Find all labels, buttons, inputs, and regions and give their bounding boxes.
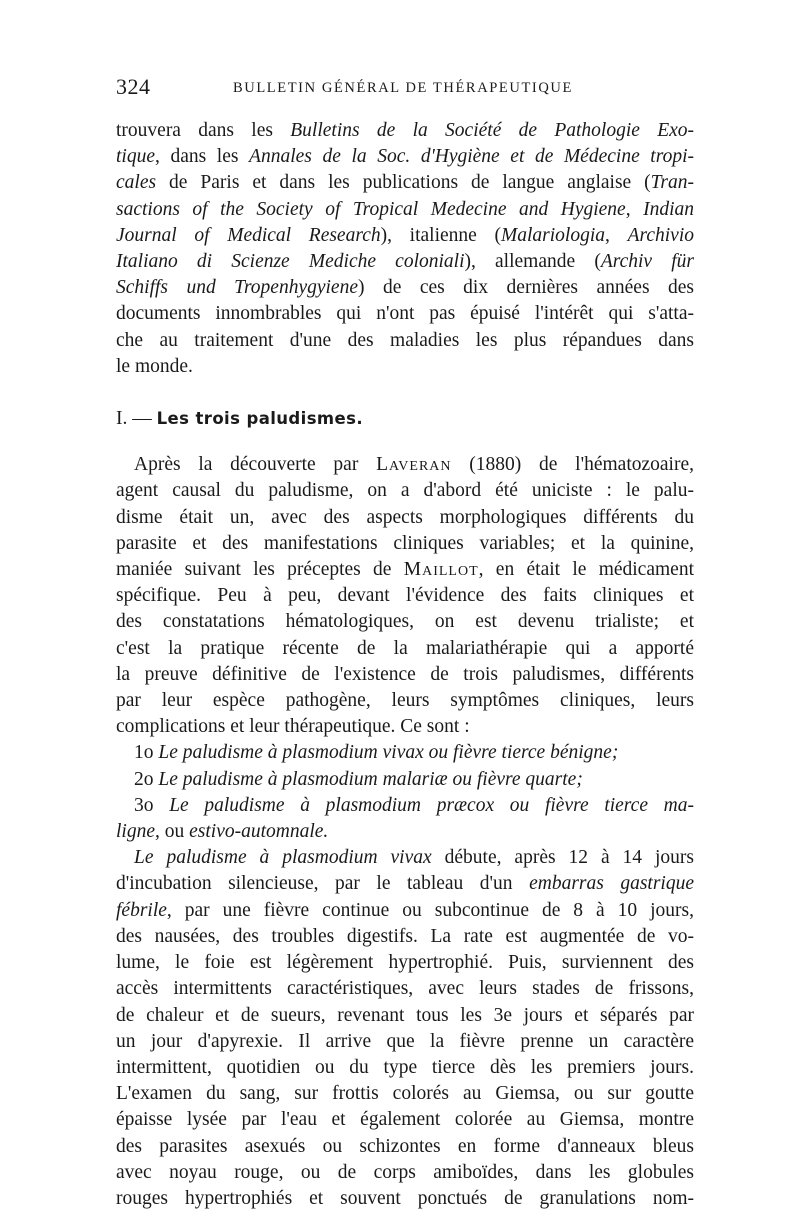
text-line: des constatations hématologiques, on est devenu trialiste; et <box>116 611 694 633</box>
text-line: intermittent, quotidien ou du type tierce dès les premiers jours. <box>116 1056 694 1078</box>
text-line: Après la découverte par Laveran (1880) de l'hématozoaire, <box>134 454 694 476</box>
text-line: de chaleur et de sueurs, revenant tous les 3e jours et séparés par <box>116 1004 694 1026</box>
page-header <box>116 74 696 102</box>
text-line: documents innombrables qui n'ont pas épuisé l'intérêt qui s'atta- <box>116 303 694 325</box>
text-line: complications et leur thérapeutique. Ce sont : <box>116 716 470 738</box>
text-line: fébrile, par une fièvre continue ou subcontinue de 8 à 10 jours, <box>116 899 694 921</box>
text-line: épaisse lysée par l'eau et également colorée au Giemsa, montre <box>116 1109 694 1131</box>
text-line: d'incubation silencieuse, par le tableau d'un embarras gastrique <box>116 873 695 895</box>
text-line: trouvera dans les Bulletins de la Société de Pathologie Exo- <box>116 120 695 141</box>
text-line: des parasites asexués ou schizontes en forme d'anneaux bleus <box>116 1135 694 1157</box>
text-line: c'est la pratique récente de la malariathérapie qui a apporté <box>116 637 694 659</box>
list-item: 2o Le paludisme à plasmodium malariæ ou fièvre quarte; <box>134 768 583 790</box>
text-line: cales de Paris et dans les publications de langue anglaise (Tran- <box>116 172 694 194</box>
text-line: la preuve définitive de l'existence de trois paludismes, différents <box>116 663 694 685</box>
text-line: rouges hypertrophiés et souvent ponctués de granulations nom- <box>116 1187 694 1209</box>
page-body <box>116 118 694 1212</box>
text-line: agent causal du paludisme, on a d'abord été uniciste : le palu- <box>116 480 694 502</box>
text-line: Italiano di Scienze Mediche coloniali), allemande (Archiv für <box>116 251 694 273</box>
vivax-paragraph <box>116 845 694 1212</box>
author-name: Laveran <box>376 454 452 476</box>
section-heading <box>116 406 694 432</box>
page-number: 324 <box>116 74 151 99</box>
intro-paragraph <box>116 118 694 380</box>
text-line: parasite et des manifestations cliniques variables; et la quinine, <box>116 532 694 554</box>
text-line: Schiffs und Tropenhygyiene) de ces dix dernières années des <box>116 277 694 299</box>
text-line: lume, le foie est légèrement hypertrophié. Puis, surviennent des <box>116 952 694 974</box>
text-line: Le paludisme à plasmodium vivax débute, après 12 à 14 jours <box>134 847 694 869</box>
text-line: Journal of Medical Research), italienne (Malariologia, Archivio <box>116 224 694 246</box>
list-item: 3o Le paludisme à plasmodium præcox ou fièvre tierce ma- <box>134 794 694 816</box>
section-title: Les trois paludismes. <box>156 409 363 429</box>
text-line: che au traitement d'une des maladies les plus répandues dans <box>116 329 694 351</box>
text-line: un jour d'apyrexie. Il arrive que la fièvre prenne un caractère <box>116 1030 694 1052</box>
section-number: I. — <box>116 408 157 430</box>
malaria-types-list <box>116 740 694 845</box>
text-line: disme était un, avec des aspects morphologiques différents du <box>116 506 694 528</box>
history-paragraph <box>116 452 694 740</box>
text-line: des nausées, des troubles digestifs. La rate est augmentée de vo- <box>116 925 694 947</box>
text-line: spécifique. Peu à peu, devant l'évidence des faits cliniques et <box>116 585 694 607</box>
text-line: sactions of the Society of Tropical Medecine and Hygiene, Indian <box>116 198 695 220</box>
list-item: 1o Le paludisme à plasmodium vivax ou fièvre tierce bénigne; <box>134 742 619 764</box>
text-line: maniée suivant les préceptes de Maillot, en était le médicament <box>116 559 694 581</box>
text-line: le monde. <box>116 355 193 377</box>
text-line: accès intermittents caractéristiques, avec leurs stades de frissons, <box>116 978 694 1000</box>
text-line: avec noyau rouge, ou de corps amiboïdes, dans les globules <box>116 1161 694 1183</box>
text-line: par leur espèce pathogène, leurs symptômes cliniques, leurs <box>116 690 694 712</box>
text-line: L'examen du sang, sur frottis colorés au Giemsa, ou sur goutte <box>116 1083 694 1105</box>
list-item-continuation: ligne, ou estivo-automnale. <box>116 821 329 843</box>
running-title: BULLETIN GÉNÉRAL DE THÉRAPEUTIQUE <box>233 80 573 96</box>
text-line: tique, dans les Annales de la Soc. d'Hygiène et de Médecine tropi- <box>116 146 695 168</box>
author-name: Maillot <box>403 559 479 581</box>
